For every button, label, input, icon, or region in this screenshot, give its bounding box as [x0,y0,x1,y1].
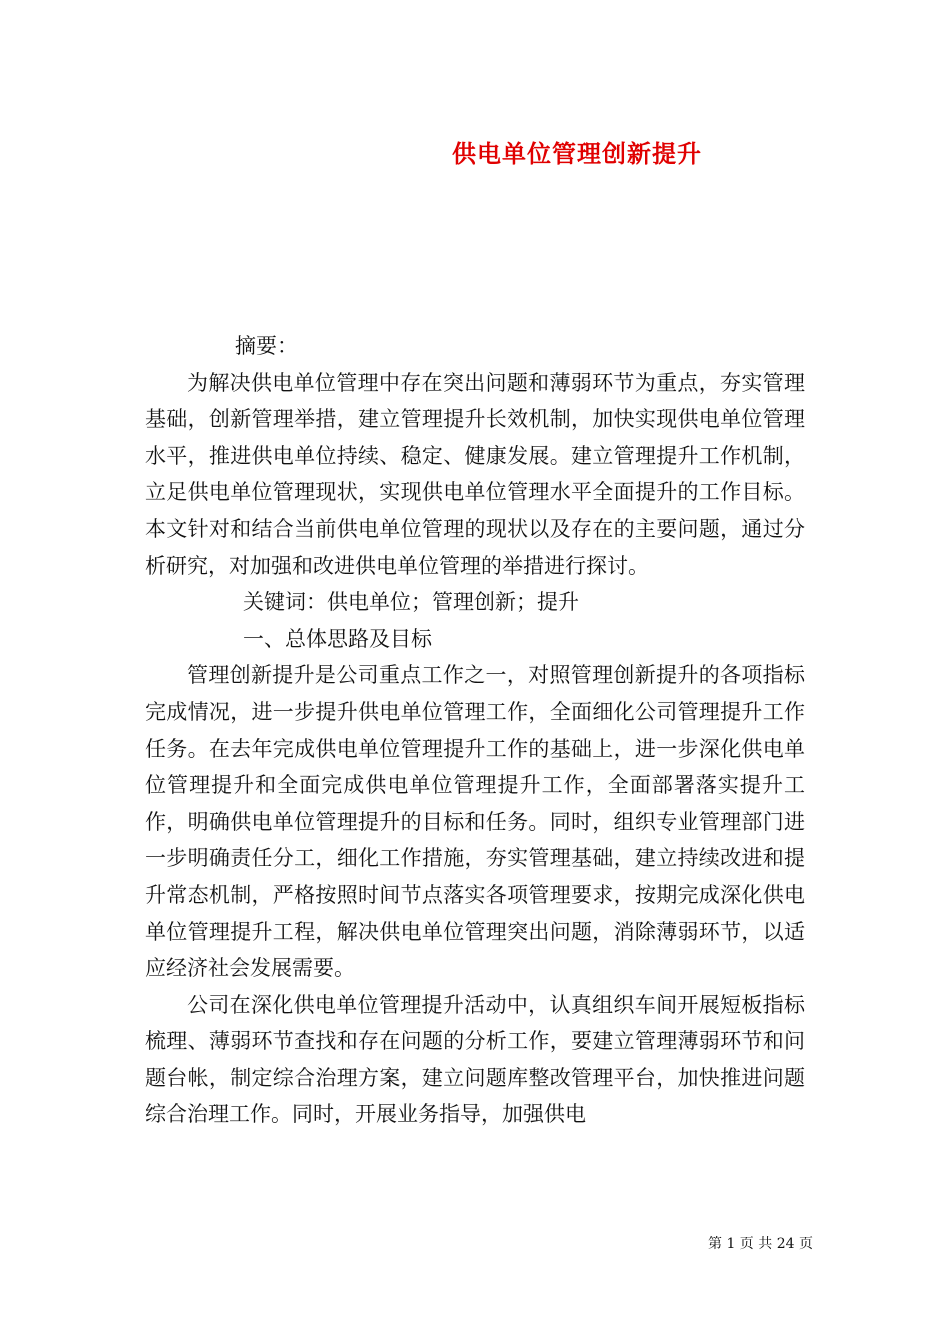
document-body [145,328,805,1133]
page-number-footer: 第 1 页 共 24 页 [708,1236,813,1252]
abstract-paragraph: 为解决供电单位管理中存在突出问题和薄弱环节为重点，夯实管理基础，创新管理举措，建立管理提升长效机制，加快实现供电单位管理水平，推进供电单位持续、稳定、健康发展。建立管理提升工作机制，立足供电单位管理现状，实现供电单位管理水平全面提升的工作目标。本文针对和结合当前供电单位管理的现状以及存在的主要问题，通过分析研究，对加强和改进供电单位管理的举措进行探讨。 [145,370,805,578]
abstract-label: 摘要： [235,334,298,358]
section-heading: 一、总体思路及目标 [243,626,432,651]
document-title: 供电单位管理创新提升 [452,139,702,168]
body-paragraph: 公司在深化供电单位管理提升活动中，认真组织车间开展短板指标梳理、薄弱环节查找和存在问题的分析工作，要建立管理薄弱环节和问题台帐，制定综合治理方案，建立问题库整改管理平台，加快推进问题综合治理工作。同时，开展业务指导，加强供电 [145,992,805,1127]
body-paragraph: 管理创新提升是公司重点工作之一，对照管理创新提升的各项指标完成情况，进一步提升供电单位管理工作，全面细化公司管理提升工作任务。在去年完成供电单位管理提升工作的基础上，进一步深化供电单位管理提升和全面完成供电单位管理提升工作，全面部署落实提升工作，明确供电单位管理提升的目标和任务。同时，组织专业管理部门进一步明确责任分工，细化工作措施，夯实管理基础，建立持续改进和提升常态机制，严格按照时间节点落实各项管理要求，按期完成深化供电单位管理提升工程，解决供电单位管理突出问题，消除薄弱环节，以适应经济社会发展需要。 [145,663,805,981]
keywords-line: 关键词：供电单位；管理创新；提升 [243,590,579,615]
